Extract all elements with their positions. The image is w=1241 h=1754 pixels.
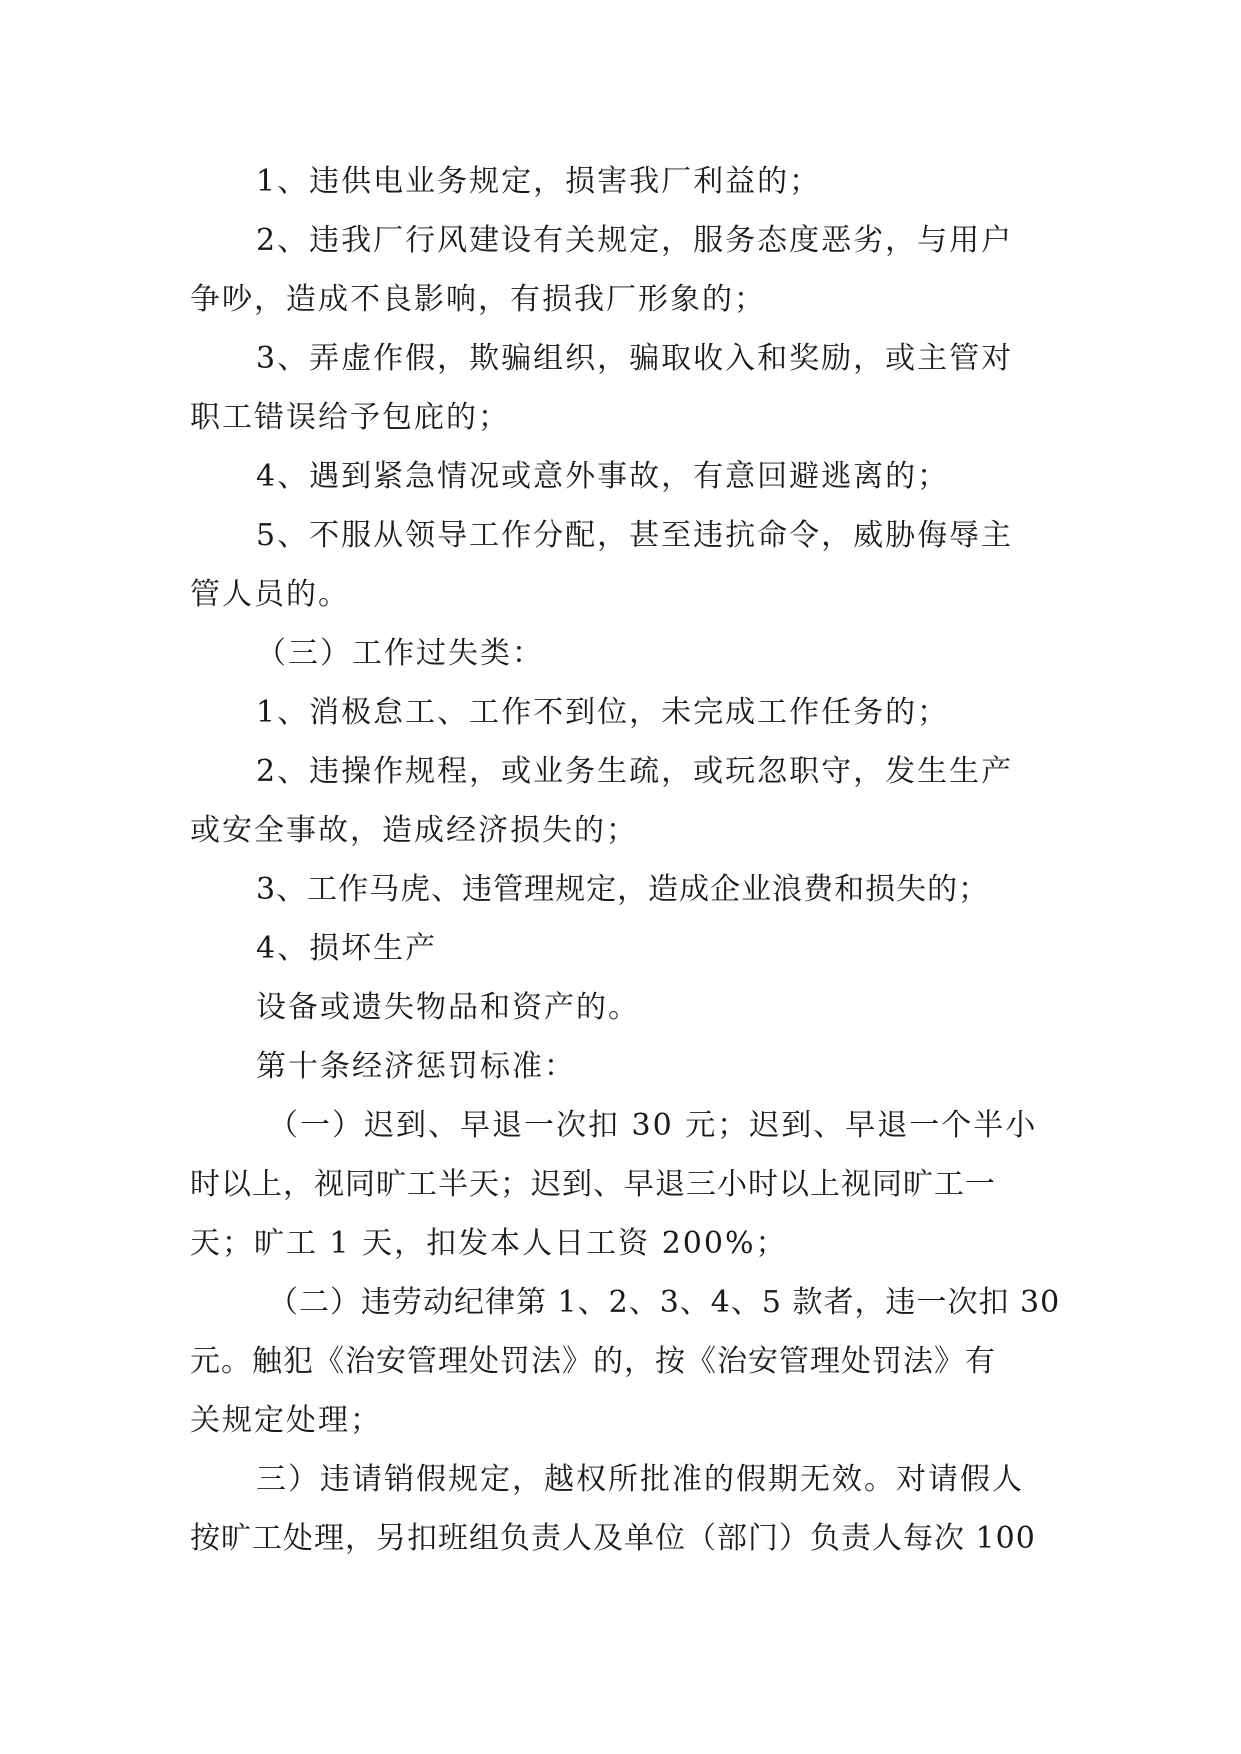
- text-line: 三）违请销假规定，越权所批准的假期无效。对请假人: [256, 1462, 1024, 1497]
- text-line: 元。触犯《治安管理处罚法》的，按《治安管理处罚法》有: [190, 1344, 996, 1379]
- text-line: 3、弄虚作假，欺骗组织，骗取收入和奖励，或主管对: [256, 341, 1014, 376]
- text-line: 3、工作马虎、违管理规定，造成企业浪费和损失的；: [256, 872, 990, 907]
- text-line: 4、损坏生产: [256, 931, 438, 966]
- text-line: 2、违操作规程，或业务生疏，或玩忽职守，发生生产: [256, 754, 1014, 789]
- article-heading: 第十条经济惩罚标准：: [256, 1049, 576, 1084]
- text-line: 按旷工处理，另扣班组负责人及单位（部门）负责人每次 100: [190, 1521, 1036, 1556]
- text-line: 职工错误给予包庇的；: [190, 400, 510, 435]
- text-line: （一）迟到、早退一次扣 30 元；迟到、早退一个半小: [268, 1108, 1038, 1143]
- text-line: 5、不服从领导工作分配，甚至违抗命令，威胁侮辱主: [256, 518, 1014, 553]
- document-body: [190, 152, 1060, 1568]
- text-line: 设备或遗失物品和资产的。: [256, 990, 640, 1025]
- text-line: 争吵，造成不良影响，有损我厂形象的；: [190, 282, 766, 317]
- text-line: 2、违我厂行风建设有关规定，服务态度恶劣，与用户: [256, 223, 1014, 258]
- text-line: 天；旷工 1 天，扣发本人日工资 200%；: [190, 1226, 788, 1261]
- text-line: 时以上，视同旷工半天；迟到、早退三小时以上视同旷工一: [190, 1167, 996, 1202]
- text-line: 4、遇到紧急情况或意外事故，有意回避逃离的；: [256, 459, 950, 494]
- text-line: 1、违供电业务规定，损害我厂利益的；: [256, 164, 822, 199]
- text-line: 关规定处理；: [190, 1403, 382, 1438]
- text-line: （二）违劳动纪律第 1、2、3、4、5 款者，违一次扣 30: [268, 1285, 1061, 1320]
- text-line: 管人员的。: [190, 577, 350, 612]
- text-line: 1、消极怠工、工作不到位，未完成工作任务的；: [256, 695, 950, 730]
- section-heading: （三）工作过失类：: [256, 636, 544, 671]
- text-line: 或安全事故，造成经济损失的；: [190, 813, 638, 848]
